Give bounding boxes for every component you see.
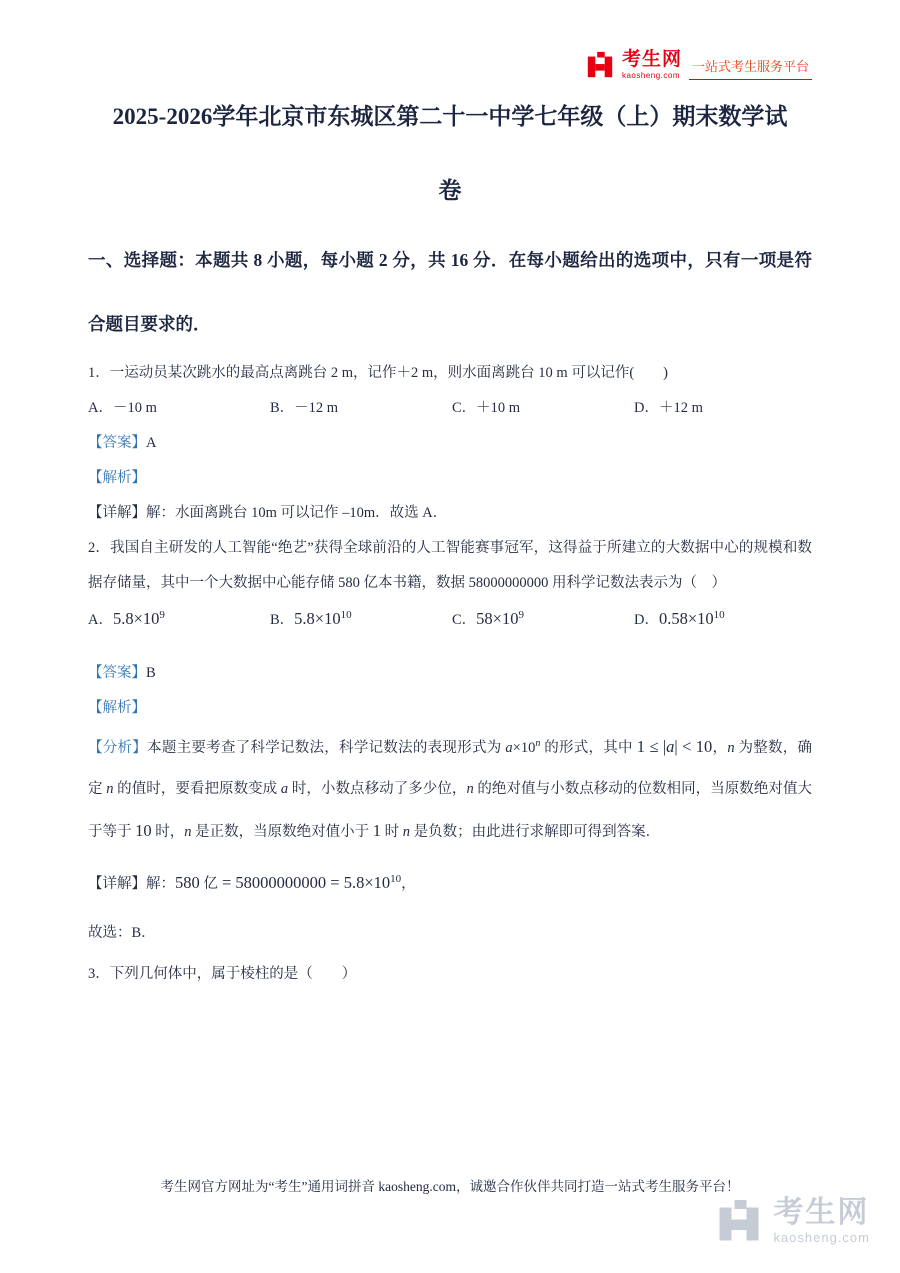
question-2-explanation: 【详解】解：580 亿 = $58000000000 = 5.8\times 10^{10}$，	[88, 873, 416, 892]
brand-domain: kaosheng.com	[621, 71, 680, 80]
question-1-option-c: C．＋10 m	[452, 400, 521, 416]
question-2-option-d: D．$0.58\times 10^{10}$	[634, 609, 725, 628]
question-1-answer-value: A	[146, 435, 157, 451]
question-3-stem: 3．下列几何体中，属于棱柱的是（ ）	[88, 966, 357, 982]
brand-tagline: 一站式考生服务平台	[689, 56, 812, 80]
question-1-option-d: D．＋12 m	[634, 400, 703, 416]
question-2-analysis-tag: 【分析】	[88, 740, 148, 756]
title-line-2: 卷	[438, 178, 462, 203]
kaosheng-logo-icon	[585, 50, 615, 80]
question-1-options	[88, 391, 812, 426]
question-1-analysis-label: 【解析】	[88, 470, 146, 486]
question-2-option-c: C．$58\times 10^9$	[452, 609, 524, 628]
watermark	[715, 1196, 870, 1245]
question-2-option-b: B．$5.8\times 10^{10}$	[270, 609, 352, 628]
question-2-analysis-label: 【解析】	[88, 700, 146, 716]
watermark-text-block	[773, 1196, 870, 1245]
header-brand	[585, 50, 812, 80]
question-1-explanation: 【详解】解：水面离跳台 10m 可以记作 –10m．故选 A．	[88, 505, 448, 521]
watermark-brand: 考生网	[773, 1196, 870, 1229]
questions-area	[88, 356, 812, 992]
question-1-answer-line	[88, 426, 812, 461]
section-1-heading: 一、选择题：本题共 8 小题，每小题 2 分，共 16 分．在每小题给出的选项中，只有一项是符合题目要求的．	[88, 250, 812, 334]
question-2-stem: 2．我国自主研发的人工智能“绝艺”获得全球前沿的人工智能赛事冠军，这得益于所建立的大数据中心的规模和数据存储量，其中一个大数据中心能存储 580 亿本书籍，数据 58000000000 用科学记数法表示为（ ）	[88, 540, 812, 591]
question-2-answer-value: B	[146, 665, 156, 681]
question-2-conclusion: 故选：B．	[88, 925, 156, 941]
question-1-option-a: A．－10 m	[88, 400, 157, 416]
question-2-answer-line	[88, 656, 812, 691]
question-2-analysis	[88, 726, 812, 853]
brand-name: 考生网	[621, 49, 682, 70]
question-1-answer-label: 【答案】	[88, 435, 146, 451]
watermark-logo-icon	[715, 1197, 763, 1245]
brand-text-block	[622, 50, 682, 80]
document-title	[0, 0, 900, 228]
watermark-domain: kaosheng.com	[773, 1229, 870, 1245]
title-line-1: 2025-2026学年北京市东城区第二十一中学七年级（上）期末数学试	[112, 104, 788, 129]
question-2-options	[88, 601, 812, 638]
question-1-stem: 1．一运动员某次跳水的最高点离跳台 2 m，记作＋2 m，则水面离跳台 10 m 可以记作( )	[88, 365, 668, 381]
question-2-analysis-text: 本题主要考查了科学记数法，科学记数法的表现形式为 $a\times 10^n$ 的形式，其中 1 ≤ |a| < 10，n 为整数，确定 n 的值时，要看把原数变成 a 时，小数点移动了多少位，n 的绝对值与小数点移动的位数相同，当原数绝对值大于等于 10 时，n 是正数，当原数绝对值小于 1 时 n 是负数；由此进行求解即可得到答案．	[88, 737, 813, 840]
question-2-answer-label: 【答案】	[88, 665, 146, 681]
question-2-option-a: A．$5.8\times 10^9$	[88, 609, 165, 628]
document-body	[88, 228, 812, 992]
page-footer-note: 考生网官方网址为“考生”通用词拼音 kaosheng.com，诚邀合作伙伴共同打造一站式考生服务平台！	[160, 1179, 740, 1194]
question-1-option-b: B．－12 m	[270, 400, 339, 416]
